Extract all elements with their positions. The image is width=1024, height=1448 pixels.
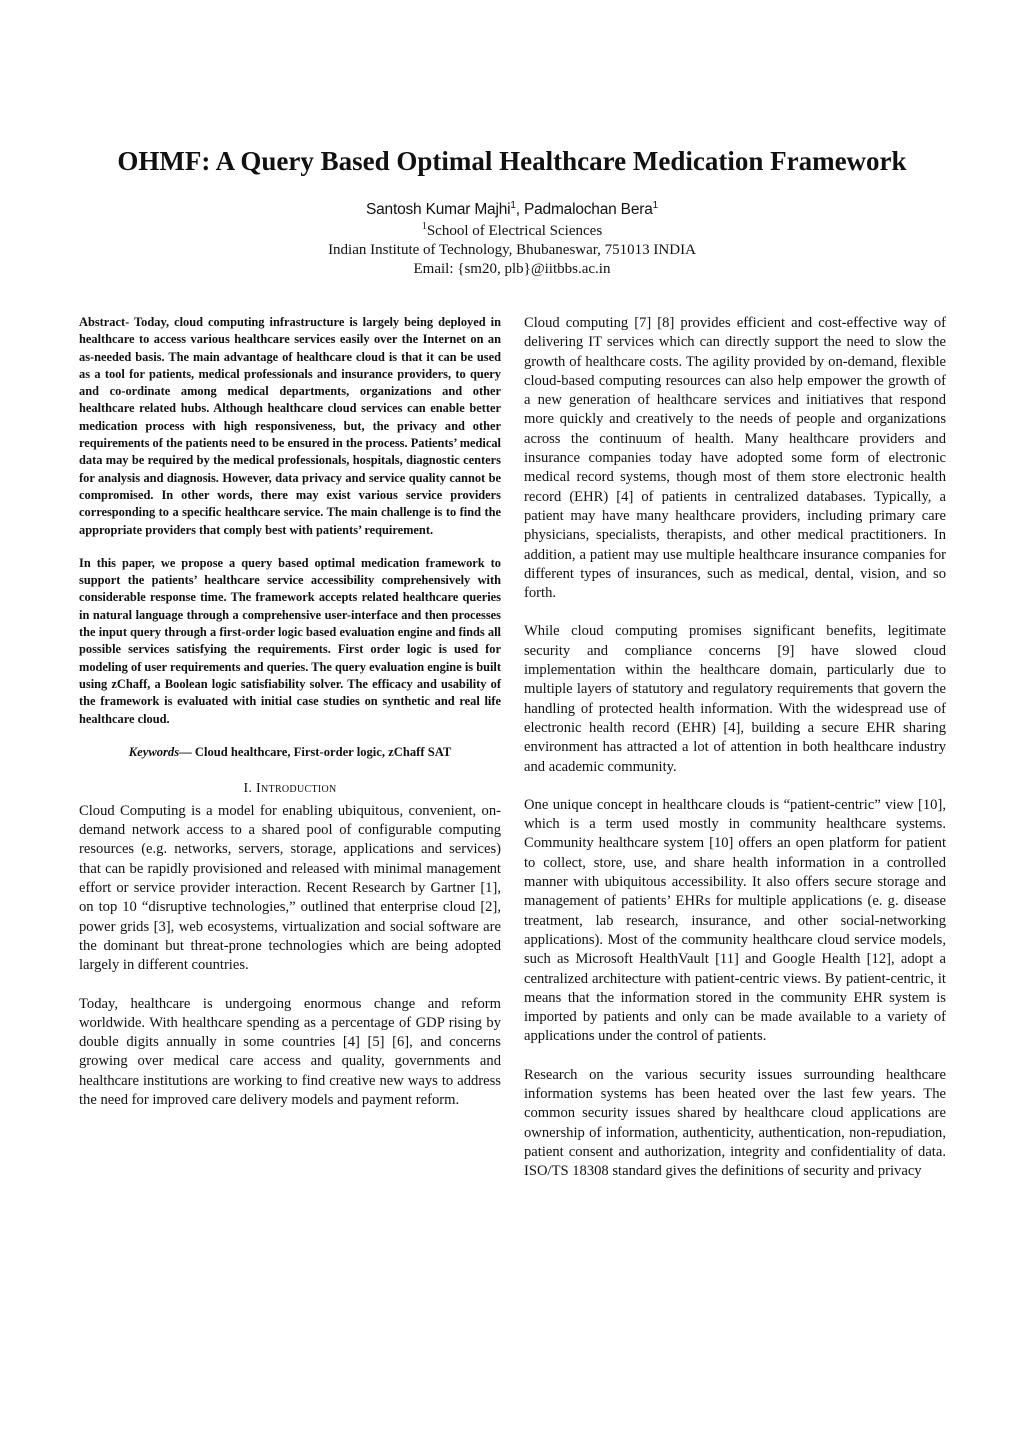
paper-title: OHMF: A Query Based Optimal Healthcare Medication Framework	[117, 146, 907, 176]
keywords-label: Keywords	[128, 744, 180, 759]
author-block	[100, 198, 924, 279]
left-column	[79, 314, 501, 1129]
intro-paragraph-2: Today, healthcare is undergoing enormous change and reform worldwide. With healthcare spending as a percentage of GDP rising by double digits annually in some countries [4] [5] [6], and concerns growing over medical care access and quality, governments and healthcare institutions are working to find creative new ways to address the need for improved care delivery models and payment reform.	[79, 995, 501, 1108]
affiliation-institute: Indian Institute of Technology, Bhubaneswar, 751013 INDIA	[328, 242, 696, 258]
author-name-1: Santosh Kumar Majhi	[366, 201, 511, 218]
section-number: I.	[243, 780, 253, 796]
affiliation-line	[100, 222, 924, 241]
section-title: Introduction	[256, 780, 337, 796]
keywords-dash: —	[179, 744, 195, 759]
intro-paragraph-1: Cloud Computing is a model for enabling ubiquitous, convenient, on-demand network access to a shared pool of configurable computing resources (e.g. networks, servers, storage, applications and services) that can be rapidly provisioned and released with minimal management effort or service provider interaction. Recent Research by Gartner [1], on top 10 “disruptive technologies,” outlined that enterprise cloud [2], power grids [3], web ecosystems, virtualization and social software are the dominant but threat-prone technologies which are being adopted largely in different countries.	[79, 802, 501, 974]
body-paragraph-5: One unique concept in healthcare clouds is “patient-centric” view [10], which is a term used mostly in community healthcare systems. Community healthcare system [10] offers an open platform for patient to collect, store, use, and share health information in a controlled manner with ubiquitous accessibility. It also offers secure storage and management of patients’ EHRs for multiple applications (e. g. disease treatment, lab research, insurance, and other social-networking applications). Most of the community healthcare cloud service models, such as Microsoft HealthVault [11] and Google Health [12], adopt a centralized architecture with patient-centric views. By patient-centric, it means that the information stored in the community EHR system is imported by patients and only can be made available to a variety of applications under the control of patients.	[524, 796, 946, 1045]
affiliation-mark: 1	[421, 221, 427, 232]
body-paragraph-6: Research on the various security issues surrounding healthcare information systems has been heated over the last few years. The common security issues shared by healthcare cloud applications are ownership of information, authenticity, authentication, non-repudiation, patient consent and authorization, integrity and confidentiality of data. ISO/TS 18308 standard gives the definitions of security and privacy	[524, 1066, 946, 1180]
body-paragraph-4: While cloud computing promises significant benefits, legitimate security and compliance concerns [9] have slowed cloud implementation within the healthcare domain, particularly due to multiple layers of statutory and regulatory requirements that govern the handling of protected health information. With the widespread use of electronic health record (EHR) [4], building a secure EHR sharing environment has attracted a lot of attention in both healthcare industry and academic community.	[524, 623, 946, 775]
abstract-paragraph-2: In this paper, we propose a query based optimal medication framework to support the patients’ healthcare service accessibility comprehensively with considerable response time. The framework accepts related healthcare queries in natural language through a comprehensive user-interface and then processes the input query through a first-order logic based evaluation engine and finds all possible services satisfying the requirements. First order logic is used for modeling of user requirements and queries. The query evaluation engine is built using zChaff, a Boolean logic satisfiability solver. The efficacy and usability of the framework is evaluated with initial case studies on synthetic and real life healthcare cloud.	[79, 555, 501, 726]
affiliation-school: School of Electrical Sciences	[426, 223, 603, 239]
author-separator: ,	[515, 201, 524, 218]
keywords-line	[79, 744, 501, 761]
author-1-affiliation-mark: 1	[510, 199, 516, 211]
author-name-2: Padmalochan Bera	[523, 201, 653, 218]
right-column	[524, 314, 946, 1200]
section-heading-introduction	[79, 779, 501, 798]
abstract-paragraph-1: Abstract- Today, cloud computing infrastructure is largely being deployed in healthcare to access various healthcare services easily over the Internet on an as-needed basis. The main advantage of healthcare cloud is that it can be used as a tool for patients, medical professionals and insurance providers, to query and co-ordinate among medical departments, organizations and other healthcare related hubs. Although healthcare cloud services can enable better medication process with high responsiveness, but, the privacy and other requirements of the patients need to be ensured in the process. Patients’ medical data may be required by the medical professionals, hospitals, diagnostic centers for analysis and diagnosis. However, data privacy and service quality cannot be compromised. In other words, there may exist various service providers corresponding to a specific healthcare service. The main challenge is to find the appropriate providers that comply best with patients’ requirement.	[79, 315, 501, 537]
author-email: Email: {sm20, plb}@iitbbs.ac.in	[413, 261, 611, 277]
author-names	[100, 198, 924, 222]
keywords-text: Cloud healthcare, First-order logic, zChaff SAT	[194, 744, 452, 759]
author-2-affiliation-mark: 1	[652, 199, 658, 211]
body-paragraph-3: Cloud computing [7] [8] provides efficient and cost-effective way of delivering IT services which can directly support the need to slow the growth of healthcare costs. The agility provided by on-demand, flexible cloud-based computing resources can also help empower the growth of a new generation of healthcare services and initiatives that respond more quickly and creatively to the needs of people and organizations across the continuum of health. Many healthcare providers and insurance companies today have adopted some form of electronic medical record systems, though most of them store electronic health record (EHR) [4] of patients in centralized databases. Typically, a patient may have many healthcare providers, including primary care physicians, specialists, therapists, and other medical practitioners. In addition, a patient may use multiple healthcare insurance companies for different types of insurances, such as medical, dental, vision, and so forth.	[524, 315, 946, 602]
